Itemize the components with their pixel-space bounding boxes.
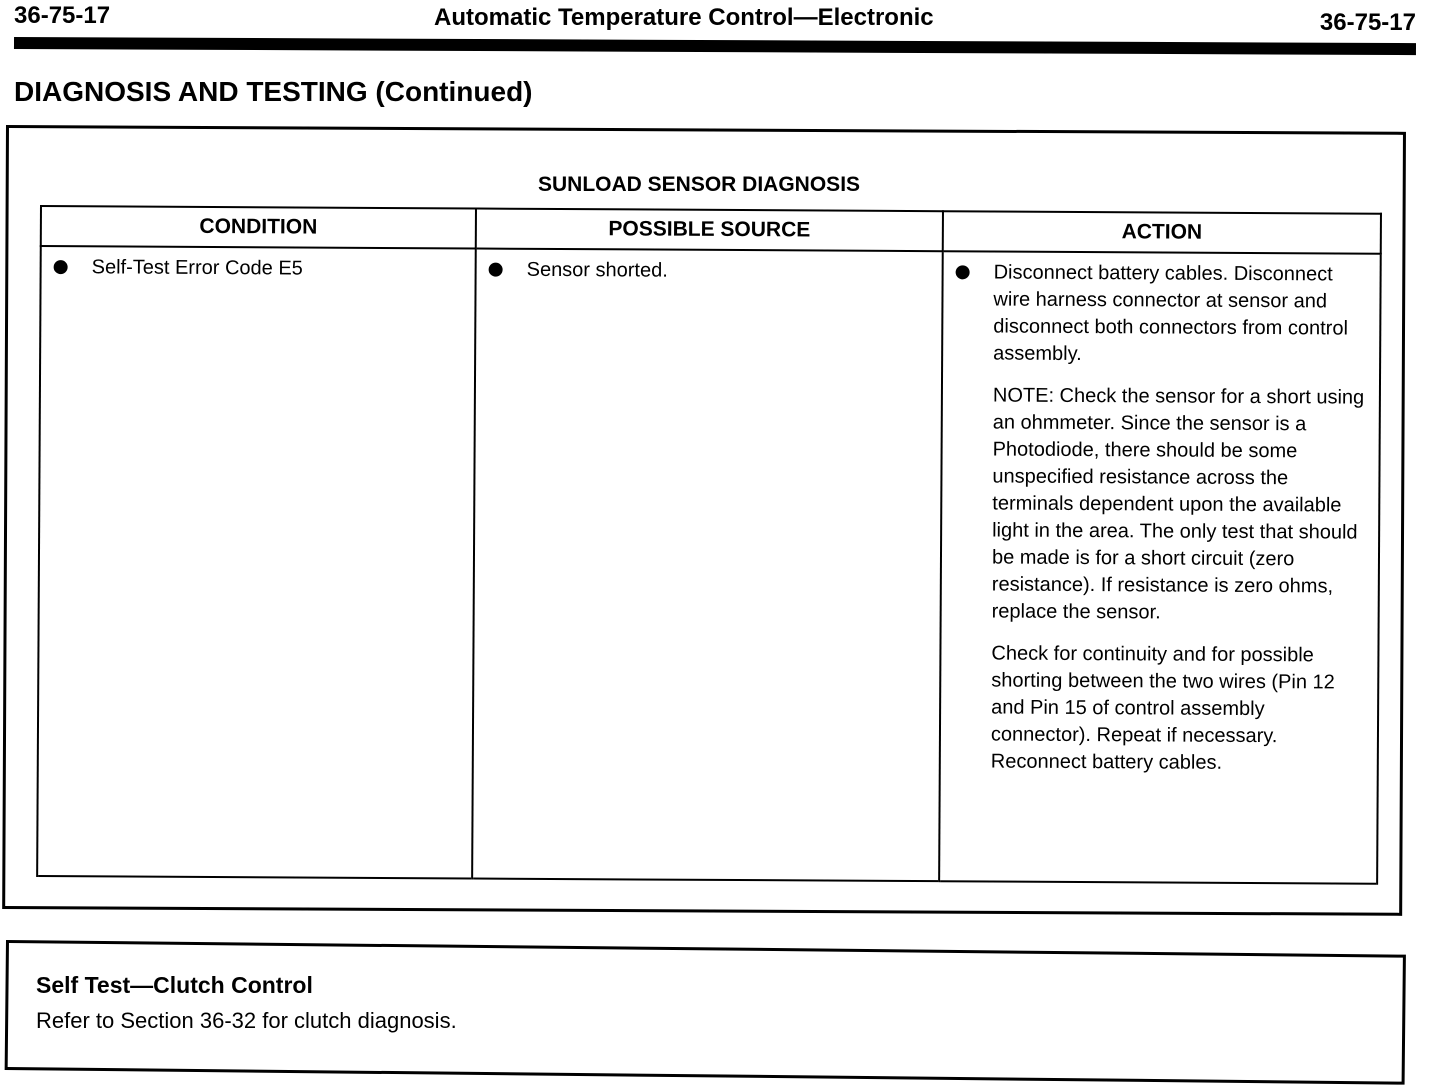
action-step-continuity: Check for continuity and for possible shorting between the two wires (Pin 12 and Pin 15 of control assembly connector). Repeat if necessary. Reconnect battery cables. [990, 642, 1335, 774]
action-note: NOTE: Check the sensor for a short using an ohmmeter. Since the sensor is a Photodiode, there should be some unspecified resistance across the terminals dependent upon the available light in the area. The only test that should be made is for a short circuit (zero resistance). If resistance is zero ohms, replace the sensor. [991, 384, 1365, 624]
page-number-right: 36-75-17 [1319, 9, 1416, 36]
clutch-control-title: Self Test—Clutch Control [36, 972, 313, 998]
bullet-icon [54, 260, 68, 274]
action-text [991, 259, 1380, 792]
table-row [37, 246, 1381, 884]
action-step-disconnect: Disconnect battery cables. Disconnect wire harness connector at sensor and disconnect both connectors from control assembly. [993, 261, 1349, 366]
column-header-source: POSSIBLE SOURCE [476, 209, 943, 252]
section-title: DIAGNOSIS AND TESTING (Continued) [14, 76, 533, 107]
bullet-icon [956, 265, 970, 279]
clutch-control-text: Refer to Section 36-32 for clutch diagnosis. [36, 1008, 457, 1033]
source-cell [472, 249, 943, 882]
page-number-left: 36-75-17 [14, 2, 111, 29]
column-header-condition: CONDITION [41, 206, 476, 249]
action-cell [939, 251, 1381, 884]
table-caption: SUNLOAD SENSOR DIAGNOSIS [538, 173, 861, 196]
condition-text: Self-Test Error Code E5 [91, 256, 303, 280]
page-header-title: Automatic Temperature Control—Electronic [434, 4, 934, 31]
source-text: Sensor shorted. [526, 258, 668, 282]
sunload-diagnosis-table [36, 205, 1382, 885]
header-rule [14, 37, 1416, 55]
bullet-icon [489, 263, 503, 277]
condition-cell [37, 246, 476, 878]
column-header-action: ACTION [943, 211, 1381, 254]
